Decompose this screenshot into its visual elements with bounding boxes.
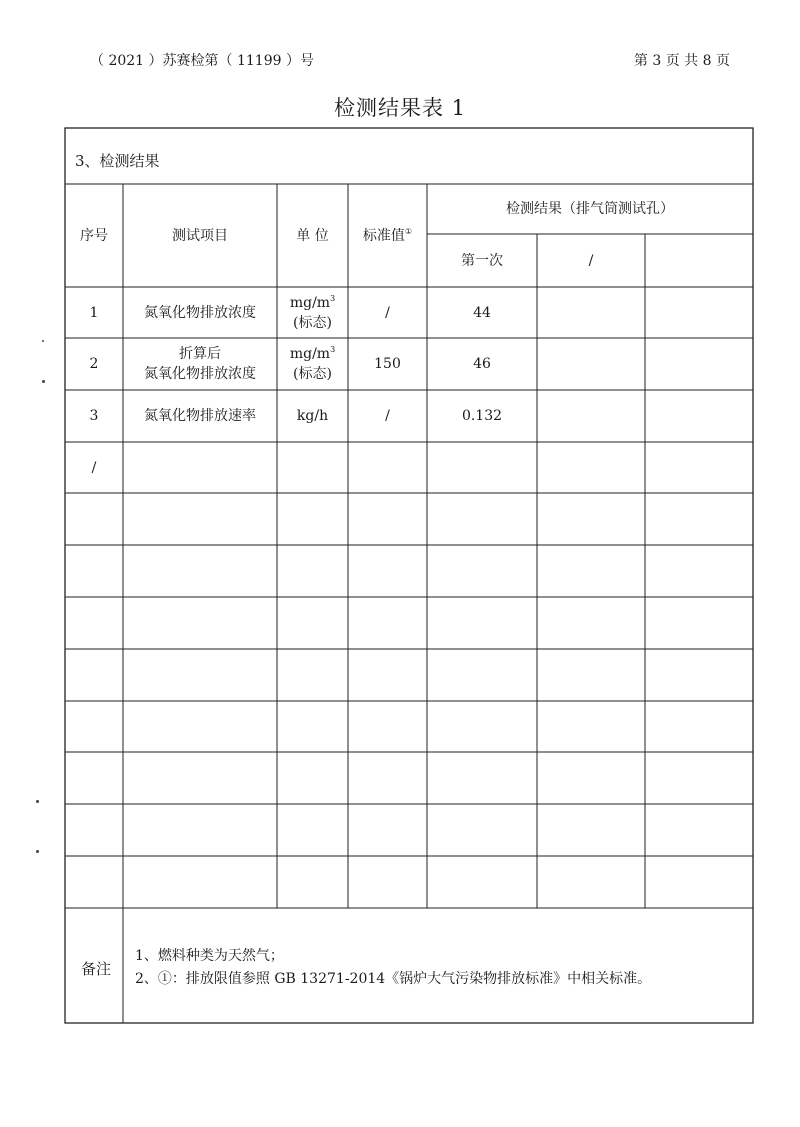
page-title: 检测结果表 1 <box>333 96 467 120</box>
row2-standard: 150 <box>374 356 401 372</box>
row1-result-2 <box>537 287 645 338</box>
header-standard-text: 标准值 <box>362 227 405 244</box>
notes-label: 备注 <box>80 960 111 978</box>
note-line-1: 1、燃料种类为天然气； <box>135 948 284 964</box>
row2-unit-line2: (标态) <box>293 366 332 382</box>
row1-unit-text: mg/m <box>289 294 331 311</box>
header-seq: 序号 <box>80 227 108 244</box>
row2-item <box>123 338 277 390</box>
header-standard-mark: ① <box>404 226 413 236</box>
header-item: 测试项目 <box>172 227 228 244</box>
row2-unit-sup: 3 <box>330 345 336 354</box>
header-result-3 <box>645 234 753 287</box>
row2-seq: 2 <box>89 356 99 372</box>
report-number: （ 2021 ）苏赛检第（ 11199 ）号 <box>90 53 314 69</box>
row2-item-line1: 折算后 <box>179 346 221 362</box>
row1-item: 氮氧化物排放浓度 <box>144 304 256 321</box>
row1-unit-line2: (标态) <box>293 314 332 331</box>
row2-result-3 <box>645 338 753 390</box>
row1-result-3 <box>645 287 753 338</box>
scan-speck <box>36 800 39 803</box>
row1-result-1: 44 <box>473 304 491 321</box>
scan-speck <box>42 340 44 342</box>
scan-speck <box>42 380 45 383</box>
row3-result-1: 0.132 <box>461 408 503 424</box>
row2-result-1: 46 <box>473 356 491 372</box>
row2-unit-text: mg/m <box>289 346 331 362</box>
header-result-1: 第一次 <box>461 252 503 269</box>
row3-result-2 <box>537 390 645 442</box>
scan-speck <box>36 850 39 853</box>
row3-unit: kg/h <box>296 408 329 424</box>
header-result-2: / <box>588 252 594 269</box>
note-line-2: 2、①：排放限值参照 GB 13271-2014《锅炉大气污染物排放标准》中相关标准。 <box>135 971 652 987</box>
header-standard <box>348 184 427 287</box>
row1-seq: 1 <box>89 304 99 321</box>
row2-unit <box>277 338 348 390</box>
page-info: 第 3 页 共 8 页 <box>633 53 730 69</box>
row1-unit <box>277 287 348 338</box>
section-heading: 3、检测结果 <box>75 152 160 170</box>
row3-item: 氮氧化物排放速率 <box>144 408 256 424</box>
header-unit: 单 位 <box>296 227 329 244</box>
row3-result-3 <box>645 390 753 442</box>
row2-result-2 <box>537 338 645 390</box>
row2-item-line2: 氮氧化物排放浓度 <box>144 366 256 382</box>
row4-seq: / <box>91 459 97 476</box>
row1-unit-sup: 3 <box>330 293 336 303</box>
row3-standard: / <box>385 408 390 424</box>
header-results-group: 检测结果（排气筒测试孔） <box>506 201 674 217</box>
row1-standard: / <box>385 304 390 321</box>
row3-seq: 3 <box>89 408 99 424</box>
